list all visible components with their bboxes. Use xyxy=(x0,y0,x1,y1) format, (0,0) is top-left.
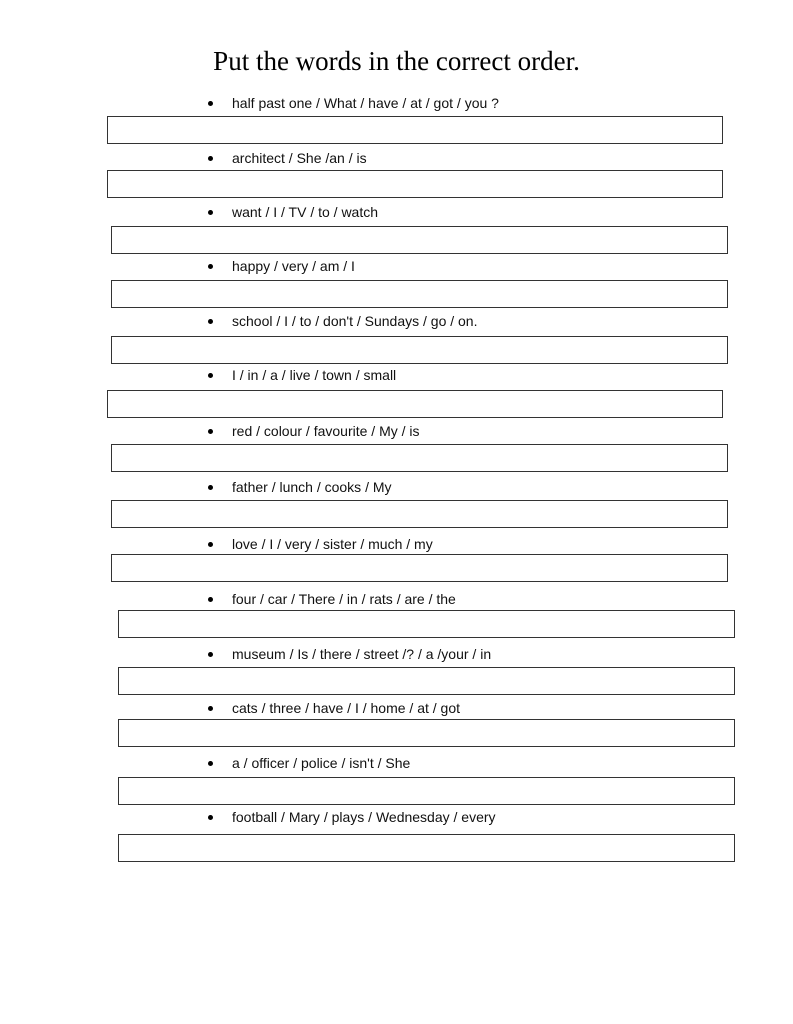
answer-field[interactable] xyxy=(111,444,728,472)
question-prompt: I / in / a / live / town / small xyxy=(232,367,397,383)
answer-field[interactable] xyxy=(118,610,735,638)
answer-field[interactable] xyxy=(118,719,735,747)
bullet-icon xyxy=(208,429,213,434)
question-prompt: half past one / What / have / at / got / you ? xyxy=(232,95,499,111)
bullet-icon xyxy=(208,156,213,161)
bullet-icon xyxy=(208,373,213,378)
bullet-icon xyxy=(208,597,213,602)
bullet-icon xyxy=(208,101,213,106)
question-prompt: four / car / There / in / rats / are / the xyxy=(232,591,456,607)
question-item xyxy=(0,422,793,442)
question-prompt: father / lunch / cooks / My xyxy=(232,479,392,495)
bullet-icon xyxy=(208,319,213,324)
question-prompt: architect / She /an / is xyxy=(232,150,367,166)
question-item xyxy=(0,203,793,223)
worksheet-title: Put the words in the correct order. xyxy=(213,46,580,76)
answer-field[interactable] xyxy=(107,170,723,198)
question-item xyxy=(0,94,793,114)
bullet-icon xyxy=(208,815,213,820)
bullet-icon xyxy=(208,706,213,711)
question-item xyxy=(0,754,793,774)
answer-field[interactable] xyxy=(118,667,735,695)
question-prompt: want / I / TV / to / watch xyxy=(232,204,379,220)
question-item xyxy=(0,645,793,665)
answer-field[interactable] xyxy=(107,390,723,418)
answer-field[interactable] xyxy=(107,116,723,144)
question-prompt: football / Mary / plays / Wednesday / every xyxy=(232,809,496,825)
question-prompt: happy / very / am / I xyxy=(232,258,355,274)
answer-field[interactable] xyxy=(111,500,728,528)
bullet-icon xyxy=(208,210,213,215)
question-item xyxy=(0,590,793,610)
question-item xyxy=(0,366,793,386)
bullet-icon xyxy=(208,264,213,269)
question-prompt: red / colour / favourite / My / is xyxy=(232,423,420,439)
answer-field[interactable] xyxy=(111,336,728,364)
question-prompt: cats / three / have / I / home / at / got xyxy=(232,700,461,716)
answer-field[interactable] xyxy=(111,554,728,582)
question-item xyxy=(0,478,793,498)
question-item xyxy=(0,312,793,332)
answer-field[interactable] xyxy=(118,834,735,862)
answer-field[interactable] xyxy=(111,226,728,254)
question-prompt: school / I / to / don't / Sundays / go / on. xyxy=(232,313,478,329)
bullet-icon xyxy=(208,761,213,766)
bullet-icon xyxy=(208,652,213,657)
question-prompt: love / I / very / sister / much / my xyxy=(232,536,433,552)
answer-field[interactable] xyxy=(111,280,728,308)
bullet-icon xyxy=(208,542,213,547)
answer-field[interactable] xyxy=(118,777,735,805)
question-item xyxy=(0,535,793,555)
question-prompt: museum / Is / there / street /? / a /your / in xyxy=(232,646,492,662)
question-item xyxy=(0,699,793,719)
bullet-icon xyxy=(208,485,213,490)
question-item xyxy=(0,257,793,277)
question-prompt: a / officer / police / isn't / She xyxy=(232,755,411,771)
question-item xyxy=(0,149,793,169)
question-item xyxy=(0,808,793,828)
